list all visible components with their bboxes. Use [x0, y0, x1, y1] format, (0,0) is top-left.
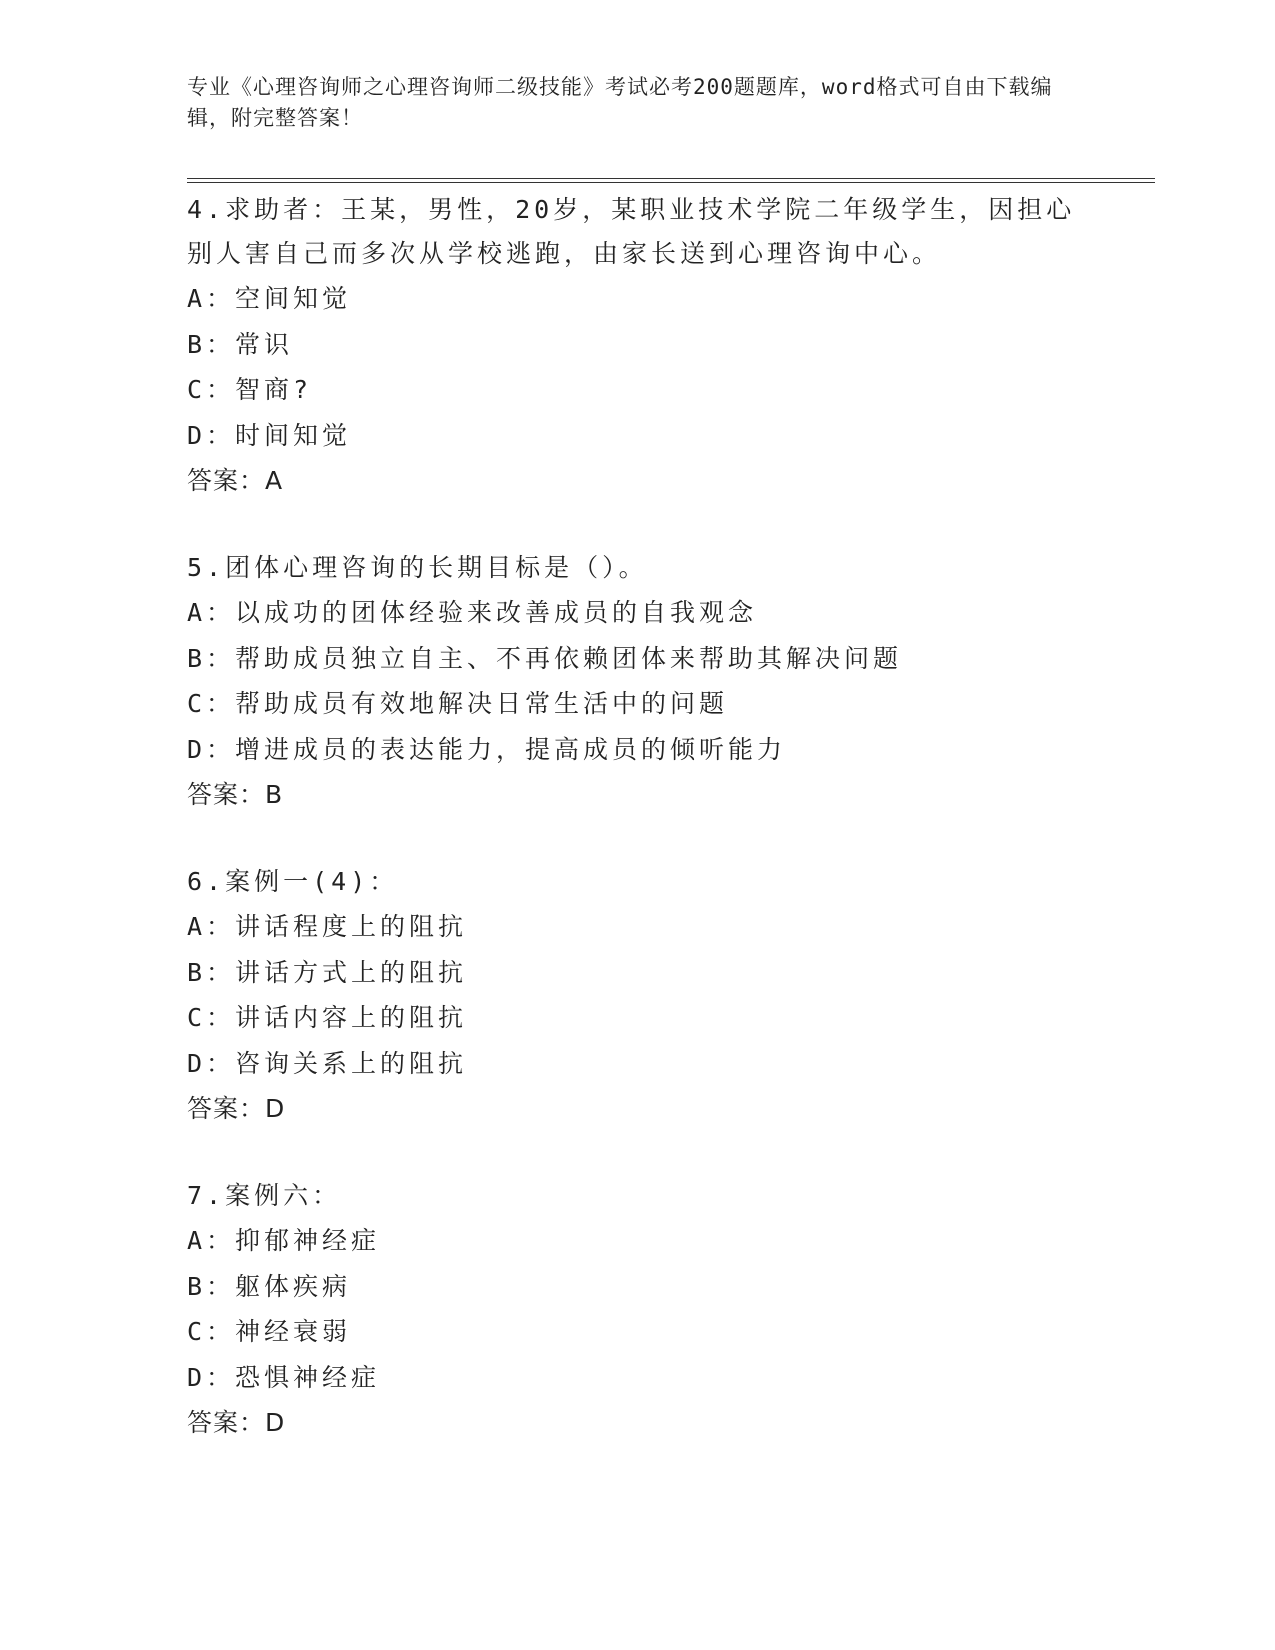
question-stem: 4.求助者：王某，男性，20岁，某职业技术学院二年级学生，因担心别人害自己而多次从学校逃跑，由家长送到心理咨询中心。	[187, 195, 1076, 268]
answer-label: 答案：D	[187, 1094, 286, 1123]
option-c: C：神经衰弱	[187, 1317, 352, 1346]
question-4	[187, 188, 1087, 503]
question-6	[187, 860, 1087, 1131]
question-7	[187, 1174, 1087, 1445]
option-c: C：帮助成员有效地解决日常生活中的问题	[187, 689, 729, 718]
document-header: 专业《心理咨询师之心理咨询师二级技能》考试必考200题题库，word格式可自由下载编辑，附完整答案！	[187, 75, 1053, 130]
option-a: A：抑郁神经症	[187, 1226, 381, 1255]
option-a: A：以成功的团体经验来改善成员的自我观念	[187, 598, 758, 627]
question-list	[187, 188, 1087, 1488]
answer-label: 答案：B	[187, 780, 284, 809]
question-stem: 6.案例一(4)：	[187, 867, 399, 896]
option-b: B：帮助成员独立自主、不再依赖团体来帮助其解决问题	[187, 643, 903, 673]
question-stem: 5.团体心理咨询的长期目标是（）。	[187, 553, 648, 582]
option-b: B：讲话方式上的阻抗	[187, 957, 468, 987]
option-b: B：躯体疾病	[187, 1271, 352, 1301]
answer-label: 答案：A	[187, 466, 284, 495]
option-d: D：增进成员的表达能力，提高成员的倾听能力	[187, 734, 787, 764]
option-d: D：时间知觉	[187, 420, 352, 450]
option-b: B：常识	[187, 329, 294, 359]
option-d: D：咨询关系上的阻抗	[187, 1048, 468, 1078]
answer-label: 答案：D	[187, 1408, 286, 1437]
option-a: A：空间知觉	[187, 284, 352, 313]
question-stem: 7.案例六：	[187, 1181, 342, 1210]
question-5	[187, 546, 1087, 817]
option-d: D：恐惧神经症	[187, 1362, 381, 1392]
header-divider	[187, 178, 1155, 183]
option-a: A：讲话程度上的阻抗	[187, 912, 468, 941]
option-c: C：讲话内容上的阻抗	[187, 1003, 468, 1032]
option-c: C：智商?	[187, 375, 313, 404]
